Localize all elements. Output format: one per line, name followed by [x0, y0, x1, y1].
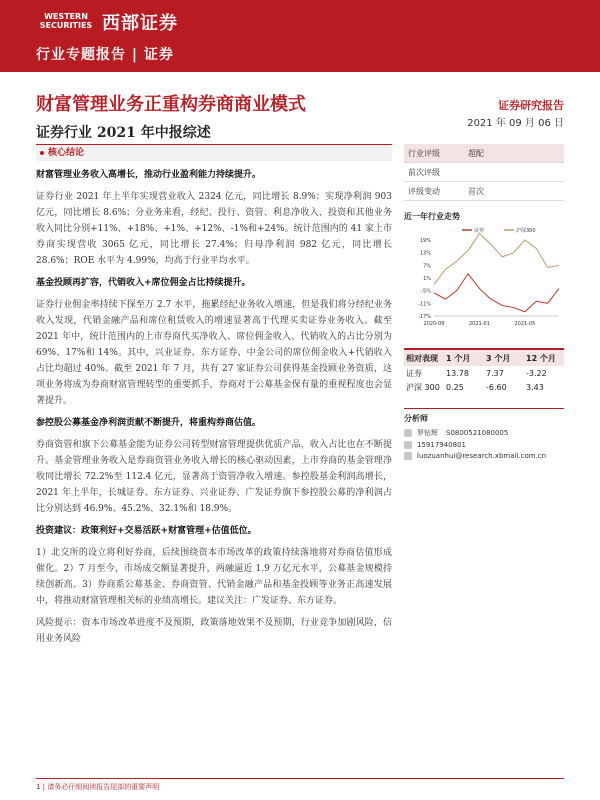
- logo-name: 西部证券: [102, 13, 178, 34]
- sidebar: [404, 144, 564, 463]
- para-body: 风险提示：资本市场改革进度不及预期，政策落地效果不及预期，行业竞争加剧风险，信用业务风险: [36, 618, 392, 644]
- analyst-id: S0800521080005: [446, 429, 509, 437]
- report-type: 行业专题报告 | 证券: [36, 47, 174, 63]
- rating-key: 行业评级: [408, 148, 440, 158]
- perf-row: [404, 380, 564, 394]
- perf-header-cell: 1 个月: [446, 353, 471, 363]
- para-heading: 参控股公募基金净利润贡献不断提升，将重构券商估值。: [36, 418, 262, 428]
- perf-table: [404, 348, 564, 394]
- logo-mark: [36, 12, 96, 32]
- company-logo: [36, 10, 186, 34]
- perf-cell: 3.43: [526, 382, 544, 392]
- header-banner: [0, 0, 600, 72]
- y-tick-label: 7%: [423, 263, 431, 270]
- rating-row: [404, 144, 564, 163]
- x-tick-label: 2020-09: [423, 321, 445, 327]
- rating-key: 前次评级: [408, 167, 440, 177]
- para-heading: 投资建议：政策利好+交易活跃+财富管理+估值低位。: [36, 526, 257, 536]
- para-body: 证券行业佣金率持续下探至万 2.7 水平，拖累经纪业务收入增速，但是我们将分经纪业务收入发现，代销金融产品和席位租赁收入的增速显著高于代理买卖证券业务收入。截至 2021 年中，统计范围内的上市券商代买净收入、席位佣金收入、代销收入的占比分别为 69%、17%和 14%。其中，兴业证券、东方证券、中金公司的席位佣金收入+代销收入占比均超过 40%。截至 2021 年 7 月，共有 27 家证券公司获得基金投顾业务资质，这项业务将成为券商财富管理转型的重要抓手，券商对于公募基金保有量的重视程度也会显著提升。: [36, 300, 392, 406]
- para-body: 券商资管和旗下公募基金能为证券公司转型财富管理提供优质产品，收入占比也在不断提升。基金管理业务收入是券商资管业务收入增长的核心驱动因素，上市券商的基金管理净收同比增长 72.2%至 112.4 亿元，显著高于资管净收入增速。参控股基金利润高增长，2021 年上半年，长城证券、东方证券、兴业证券、广发证券旗下参控股公募的净利润占比分别达到 46.9%、45.2%、32.1%和 18.9%。: [36, 440, 392, 514]
- analyst-heading: 分析师: [404, 414, 428, 423]
- analyst-row-phone: [404, 441, 564, 449]
- legend-label: 证券: [474, 228, 485, 234]
- perf-cell: 7.37: [486, 368, 504, 378]
- perf-header-cell: 相对表现: [406, 353, 438, 363]
- perf-cell: 证券: [406, 368, 422, 378]
- y-tick-label: 19%: [419, 238, 431, 244]
- perf-cell: -6.60: [486, 382, 507, 392]
- perf-header-cell: 12 个月: [526, 353, 556, 363]
- rating-row: [404, 163, 564, 182]
- trend-chart: [404, 224, 564, 338]
- series-line: [434, 274, 559, 312]
- perf-cell: 0.25: [446, 382, 464, 392]
- report-title: 财富管理业务正重构券商商业模式: [36, 94, 306, 115]
- analyst-row-email: [404, 452, 564, 460]
- rating-key: 评级变动: [408, 186, 440, 196]
- report-subtitle: 证券行业 2021 年中报综述: [36, 125, 211, 141]
- analyst-row-name: [404, 428, 564, 438]
- logo-mark-line: WESTERN: [44, 12, 88, 21]
- perf-cell: -3.22: [526, 368, 547, 378]
- rating-table: [404, 144, 564, 201]
- y-tick-label: 1%: [423, 276, 431, 282]
- email-icon: [404, 452, 412, 460]
- analyst-phone: 15917940801: [417, 441, 466, 449]
- perf-header-cell: 3 个月: [486, 353, 511, 363]
- y-tick-label: -17%: [418, 314, 431, 320]
- perf-cell: 13.78: [446, 368, 469, 378]
- para-body: 1）北交所的设立将利好券商，后续围绕资本市场改革的政策持续落地将对券商估值形成催化。2）7 月至今，市场成交额显著提升，两融逼近 1.9 万亿元水平，公募基金规模持续创新高。3）券商系公募基金、券商资管、代销金融产品和基金投顾等业务正高速发展中，将推动财富管理相关标的业绩高增长。建议关注：广发证券、东方证券。: [36, 548, 392, 606]
- footer-text: 1 | 请务必仔细阅读报告尾部的重要声明: [36, 783, 160, 791]
- analyst-email[interactable]: luozuanhui@research.xbmail.com.cn: [417, 452, 547, 460]
- legend-label: 沪深300: [516, 228, 536, 234]
- footer: [36, 778, 564, 791]
- para-heading: 基金投顾再扩容，代销收入+席位佣金占比持续提升。: [36, 278, 251, 288]
- y-tick-label: -11%: [418, 301, 431, 308]
- phone-icon: [404, 441, 412, 449]
- paragraphs: [36, 167, 392, 647]
- perf-rows: [404, 366, 564, 394]
- perf-cell: 沪深 300: [406, 382, 440, 392]
- y-tick-label: 13%: [419, 250, 431, 257]
- x-tick-label: 2021-05: [514, 321, 536, 327]
- x-tick-label: 2021-01: [469, 321, 490, 327]
- rating-value: 超配: [468, 148, 484, 158]
- brand-right: 证券研究报告: [498, 99, 564, 112]
- section-heading: 核心结论: [36, 144, 392, 161]
- main-content: [36, 144, 392, 647]
- rating-value: 首次: [468, 186, 484, 196]
- analyst-name: 罗钻辉: [417, 429, 438, 437]
- para-body: 证券行业 2021 年上半年实现营业收入 2324 亿元，同比增长 8.9%；实现净利润 903 亿元，同比增长 8.6%；分业务来看，经纪、投行、资管、利息净收入、投资和其他业务收入同比分别+11%、+18%、+1%、+12%、-1%和+24%。统计范围内的 41 家上市券商实现营收 3065 亿元，同比增长 27.4%；归母净利润 982 亿元，同比增长 28.6%；ROE 水平为 4.99%，均高于行业平均水平。: [36, 192, 392, 266]
- y-tick-label: -5%: [421, 288, 431, 295]
- trend-chart-svg: [404, 224, 564, 334]
- report-date: 2021 年 09 月 06 日: [467, 118, 564, 129]
- rating-row: [404, 182, 564, 201]
- logo-mark-line: SECURITIES: [39, 21, 93, 30]
- para-heading: 财富管理业务收入高增长，推动行业盈利能力持续提升。: [36, 170, 262, 180]
- analyst-box: [404, 408, 564, 460]
- perf-row: [404, 366, 564, 380]
- perf-header: [404, 350, 564, 366]
- series-line: [434, 234, 559, 285]
- person-icon: [404, 429, 412, 437]
- chart-title: 近一年行业走势: [404, 212, 460, 221]
